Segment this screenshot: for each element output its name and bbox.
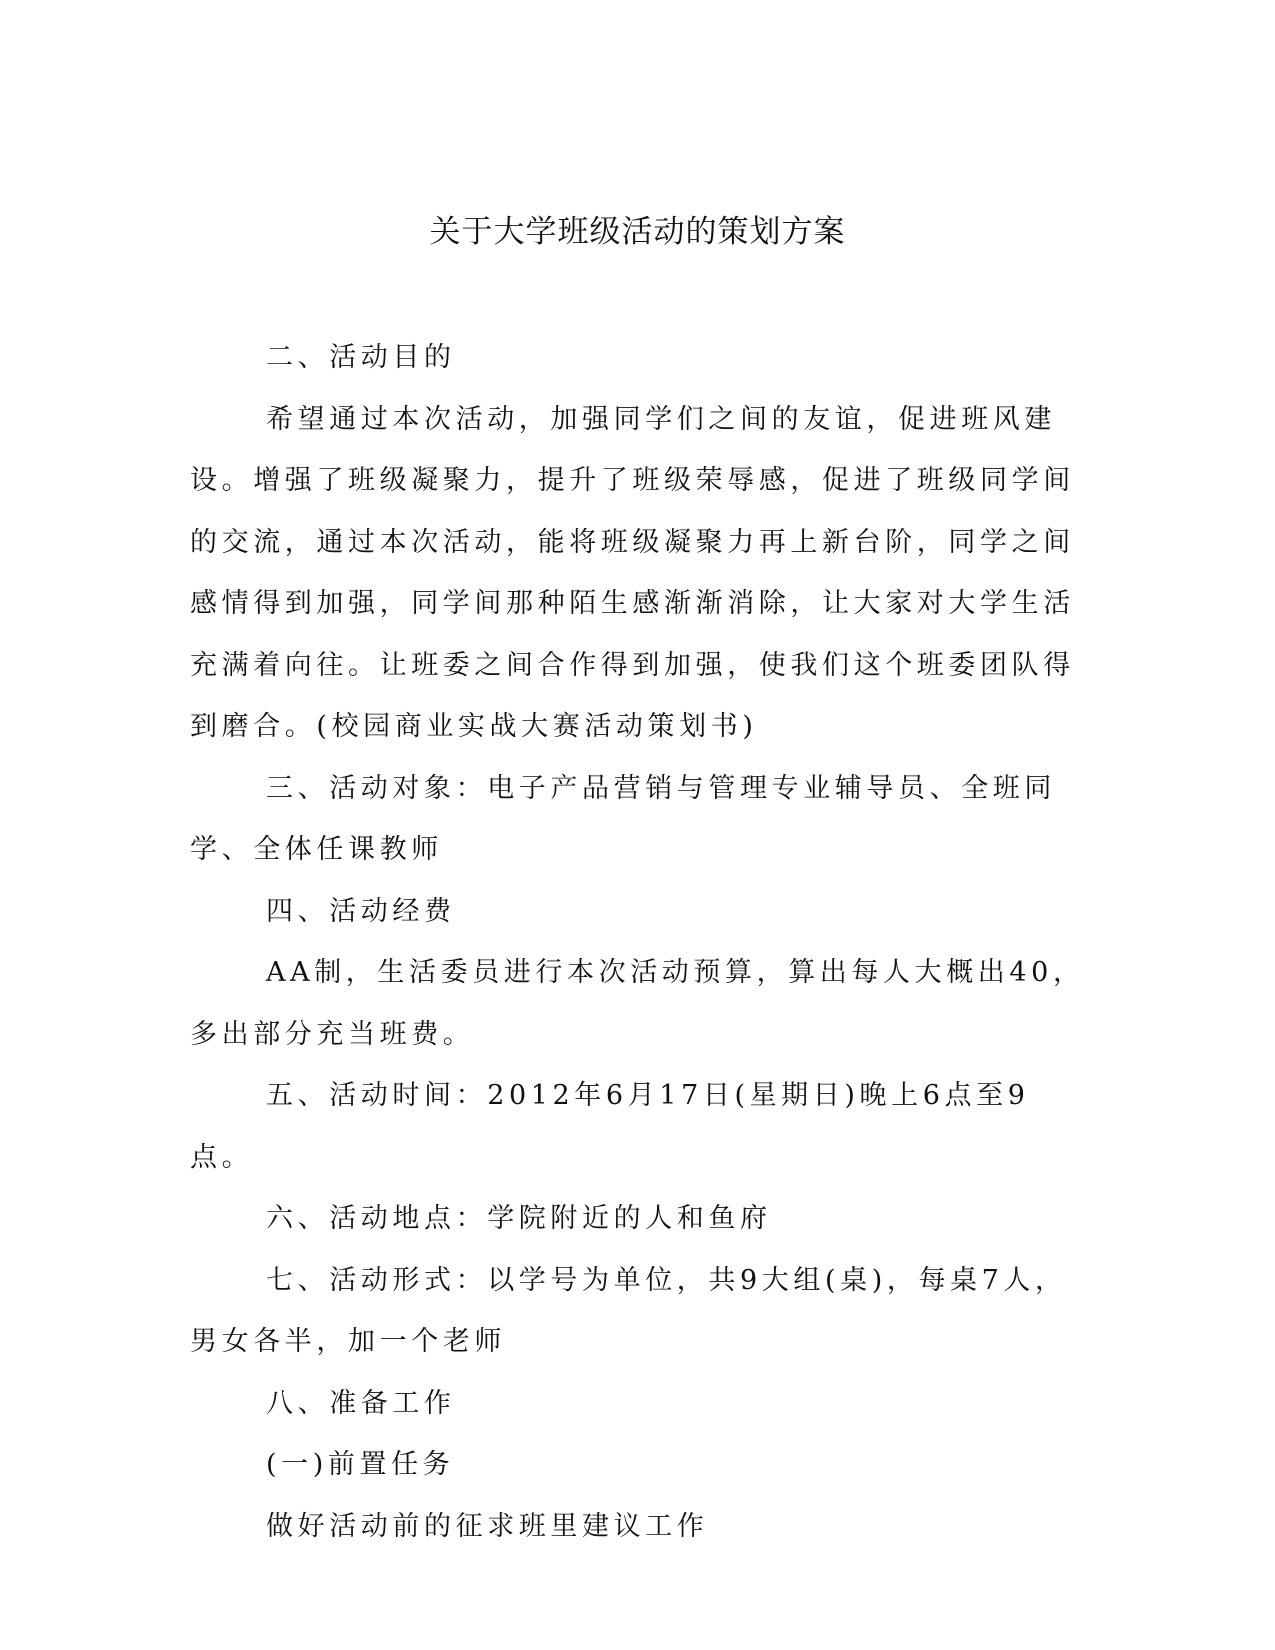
section-heading-budget: 四、活动经费 bbox=[266, 895, 456, 927]
document-title: 关于大学班级活动的策划方案 bbox=[429, 214, 846, 250]
section-heading-format: 七、活动形式：以学号为单位，共9大组(桌)，每桌7人，男女各半，加一个老师 bbox=[190, 1264, 1067, 1357]
section-heading-time: 五、活动时间：2012年6月17日(星期日)晚上6点至9点。 bbox=[190, 1080, 1030, 1173]
paragraph-budget-text: AA制，生活委员进行本次活动预算，算出每人大概出40，多出部分充当班费。 bbox=[190, 957, 1085, 1050]
section-heading-purpose: 二、活动目的 bbox=[266, 342, 456, 373]
section-heading-participants: 三、活动对象：电子产品营销与管理专业辅导员、全班同学、全体任课教师 bbox=[190, 772, 1056, 865]
section-heading-location: 六、活动地点：学院附近的人和鱼府 bbox=[266, 1203, 772, 1234]
subsection-heading-pre-tasks: (一)前置任务 bbox=[266, 1449, 455, 1480]
paragraph-purpose-text: 希望通过本次活动，加强同学们之间的友谊，促进班风建设。增强了班级凝聚力，提升了班级荣辱感，促进了班级同学间的交流，通过本次活动，能将班级凝聚力再上新台阶，同学之间感情得到加强，同学间那种陌生感渐渐消除，让大家对大学生活充满着向往。让班委之间合作得到加强，使我们这个班委团队得到磨合。(校园商业实战大赛活动策划书) bbox=[190, 403, 1075, 742]
paragraph-pre-tasks-text: 做好活动前的征求班里建议工作 bbox=[266, 1510, 709, 1542]
document-body bbox=[190, 327, 1090, 1557]
section-heading-preparation: 八、准备工作 bbox=[266, 1387, 456, 1419]
